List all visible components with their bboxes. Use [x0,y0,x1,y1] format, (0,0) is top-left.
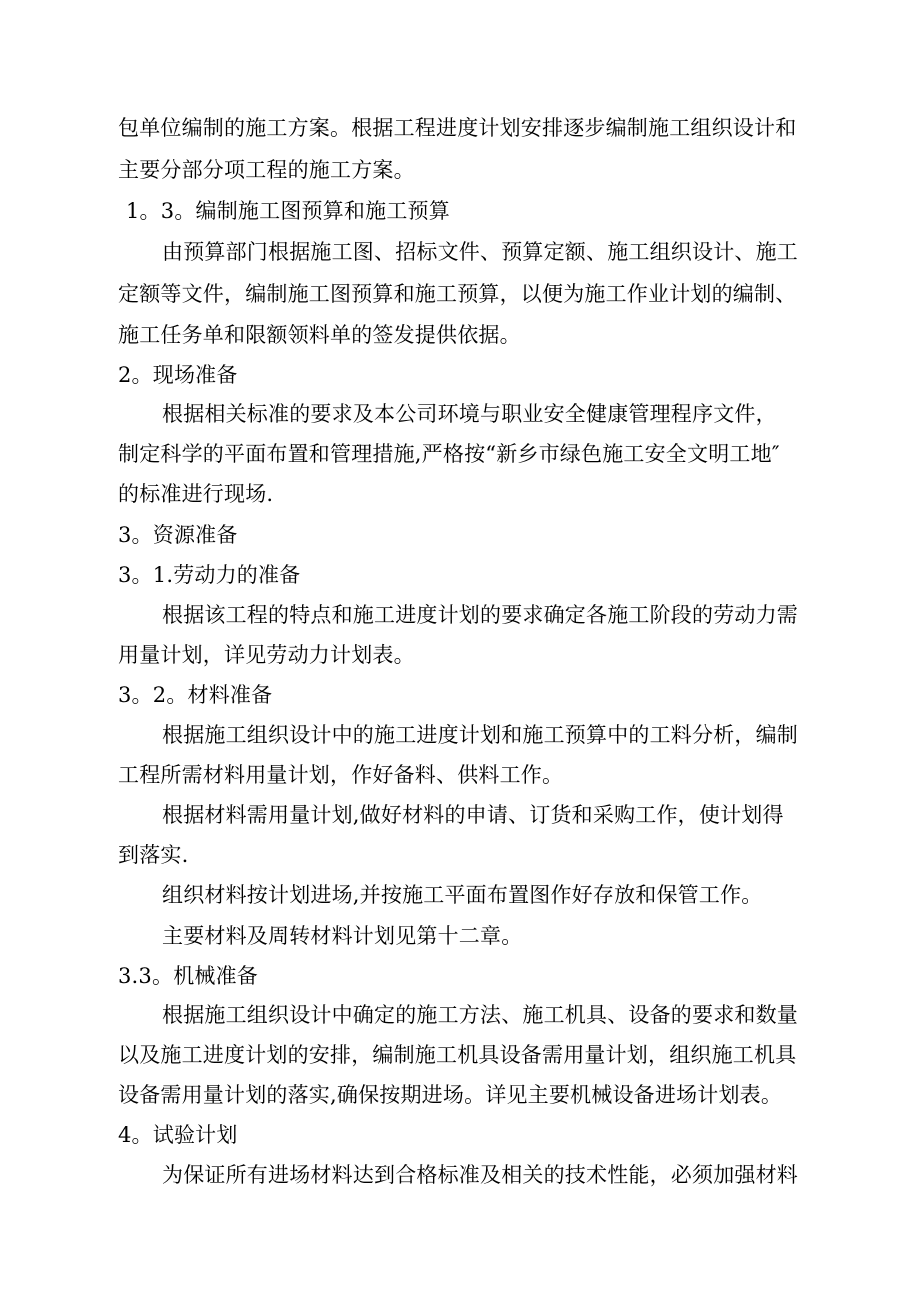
paragraph-line: 主要材料及周转材料计划见第十二章。 [162,924,523,948]
paragraph-line: 根据施工组织设计中确定的施工方法、施工机具、设备的要求和数量 [162,1003,798,1027]
paragraph-line: 设备需用量计划的落实,确保按期进场。详见主要机械设备进场计划表。 [118,1083,783,1107]
paragraph-line: 工程所需材料用量计划，作好备料、供料工作。 [118,763,564,787]
paragraph-line: 根据材料需用量计划,做好材料的申请、订货和采购工作，使计划得 [162,803,784,827]
section-heading: 3.3。机械准备 [118,964,258,988]
paragraph-line: 定额等文件，编制施工图预算和施工预算，以便为施工作业计划的编制、 [118,282,797,306]
paragraph-line: 以及施工进度计划的安排，编制施工机具设备需用量计划，组织施工机具 [118,1043,797,1067]
paragraph-line: 到落实. [118,843,189,867]
section-heading: 2。现场准备 [118,363,238,387]
paragraph-line: 组织材料按计划进场,并按施工平面布置图作好存放和保管工作。 [162,883,763,907]
section-heading: 3。2。材料准备 [118,683,273,707]
paragraph-line: 用量计划，详见劳动力计划表。 [118,643,415,667]
section-heading: 3。资源准备 [118,523,238,547]
paragraph-line: 主要分部分项工程的施工方案。 [118,158,415,182]
paragraph-line: 为保证所有进场材料达到合格标准及相关的技术性能，必须加强材料 [162,1163,798,1187]
paragraph-line: 根据该工程的特点和施工进度计划的要求确定各施工阶段的劳动力需 [162,603,798,627]
paragraph-line: 包单位编制的施工方案。根据工程进度计划安排逐步编制施工组织设计和 [118,116,797,140]
paragraph-line: 制定科学的平面布置和管理措施,严格按“新乡市绿色施工安全文明工地″ [118,442,780,466]
section-heading: 1。3。编制施工图预算和施工预算 [126,199,450,223]
paragraph-line: 的标准进行现场. [118,482,274,506]
paragraph-line: 由预算部门根据施工图、招标文件、预算定额、施工组织设计、施工 [162,240,798,264]
paragraph-line: 施工任务单和限额领料单的签发提供依据。 [118,323,521,347]
section-heading: 4。试验计划 [118,1123,238,1147]
paragraph-line: 根据施工组织设计中的施工进度计划和施工预算中的工料分析，编制 [162,723,798,747]
section-heading: 3。1.劳动力的准备 [118,563,301,587]
paragraph-line: 根据相关标准的要求及本公司环境与职业安全健康管理程序文件， [162,402,777,426]
